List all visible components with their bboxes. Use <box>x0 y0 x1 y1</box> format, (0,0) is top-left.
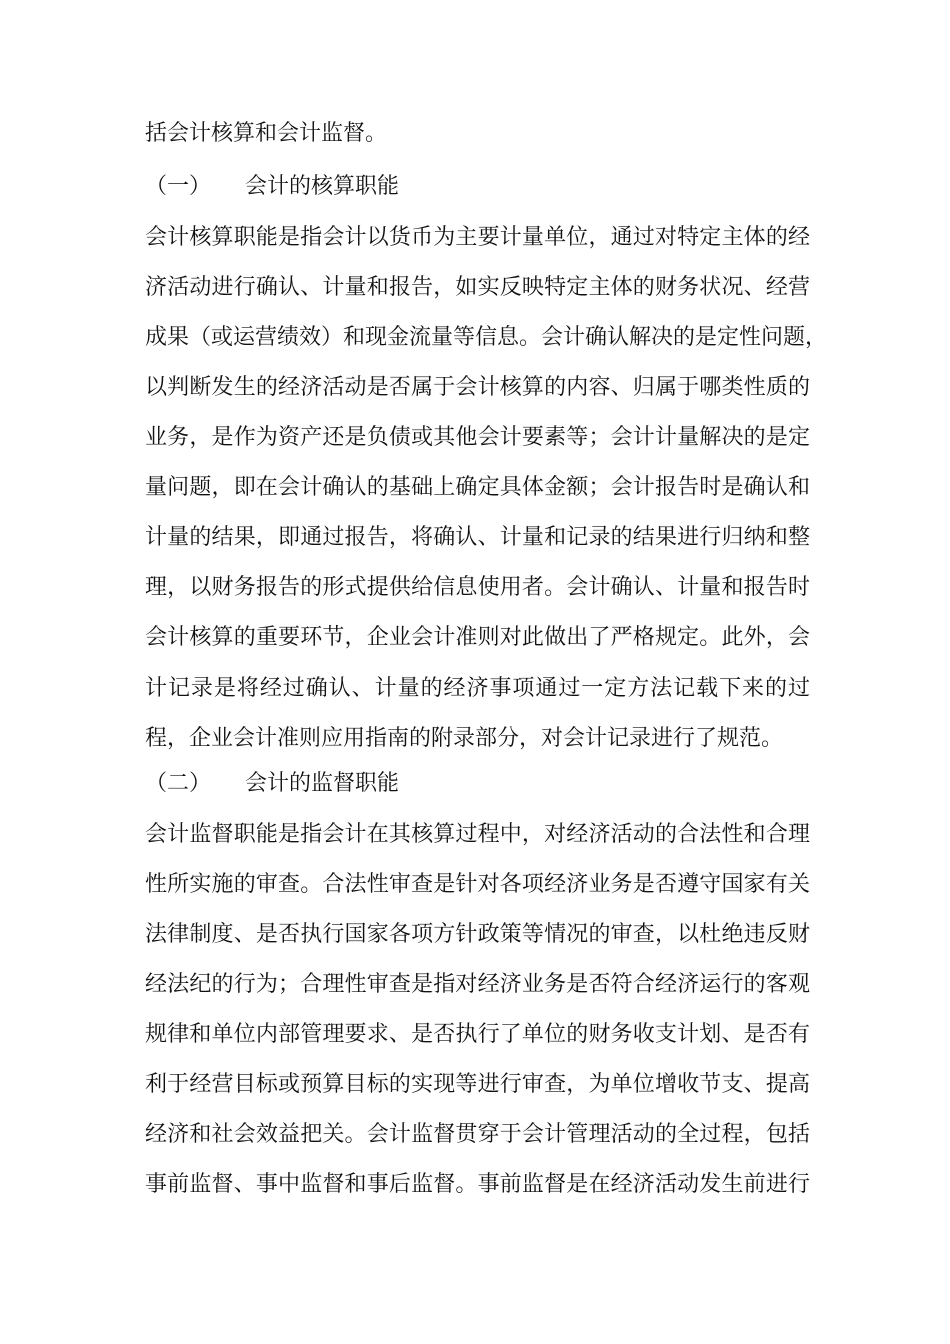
section-2-number: （二） <box>145 771 212 796</box>
section-1-title: 会计的核算职能 <box>245 174 400 199</box>
paragraph-line: 理，以财务报告的形式提供给信息使用者。会计确认、计量和报告时 <box>145 575 810 600</box>
paragraph-line: 会计核算职能是指会计以货币为主要计量单位，通过对特定主体的经 <box>145 225 810 250</box>
paragraph-line: 括会计核算和会计监督。 <box>145 121 388 146</box>
paragraph-line: 会计监督职能是指会计在其核算过程中，对经济活动的合法性和合理 <box>145 822 810 847</box>
paragraph-line: 规律和单位内部管理要求、是否执行了单位的财务收支计划、是否有 <box>145 1022 810 1047</box>
paragraph-line: 以判断发生的经济活动是否属于会计核算的内容、归属于哪类性质的 <box>145 375 810 400</box>
paragraph-line: 性所实施的审查。合法性审查是针对各项经济业务是否遵守国家有关 <box>145 872 810 897</box>
paragraph-line: 济活动进行确认、计量和报告，如实反映特定主体的财务状况、经营 <box>145 275 810 300</box>
paragraph-line: 会计核算的重要环节，企业会计准则对此做出了严格规定。此外，会 <box>145 625 810 650</box>
paragraph-line: 法律制度、是否执行国家各项方针政策等情况的审查，以杜绝违反财 <box>145 922 810 947</box>
paragraph-line: 计记录是将经过确认、计量的经济事项通过一定方法记载下来的过 <box>145 676 810 701</box>
section-1-number: （一） <box>145 174 212 199</box>
paragraph-line: 事前监督、事中监督和事后监督。事前监督是在经济活动发生前进行 <box>145 1172 810 1197</box>
paragraph-line: 经济和社会效益把关。会计监督贯穿于会计管理活动的全过程，包括 <box>145 1122 810 1147</box>
paragraph-line: 经法纪的行为；合理性审查是指对经济业务是否符合经济运行的客观 <box>145 972 810 997</box>
paragraph-line: 业务，是作为资产还是负债或其他会计要素等；会计计量解决的是定 <box>145 425 810 450</box>
paragraph-line: 利于经营目标或预算目标的实现等进行审查，为单位增收节支、提高 <box>145 1072 810 1097</box>
paragraph-line: 成果（或运营绩效）和现金流量等信息。会计确认解决的是定性问题， <box>145 325 828 350</box>
paragraph-line: 程，企业会计准则应用指南的附录部分，对会计记录进行了规范。 <box>145 726 784 751</box>
paragraph-line: 量问题，即在会计确认的基础上确定具体金额；会计报告时是确认和 <box>145 475 810 500</box>
paragraph-line: 计量的结果，即通过报告，将确认、计量和记录的结果进行归纳和整 <box>145 525 810 550</box>
section-2-title: 会计的监督职能 <box>245 771 400 796</box>
